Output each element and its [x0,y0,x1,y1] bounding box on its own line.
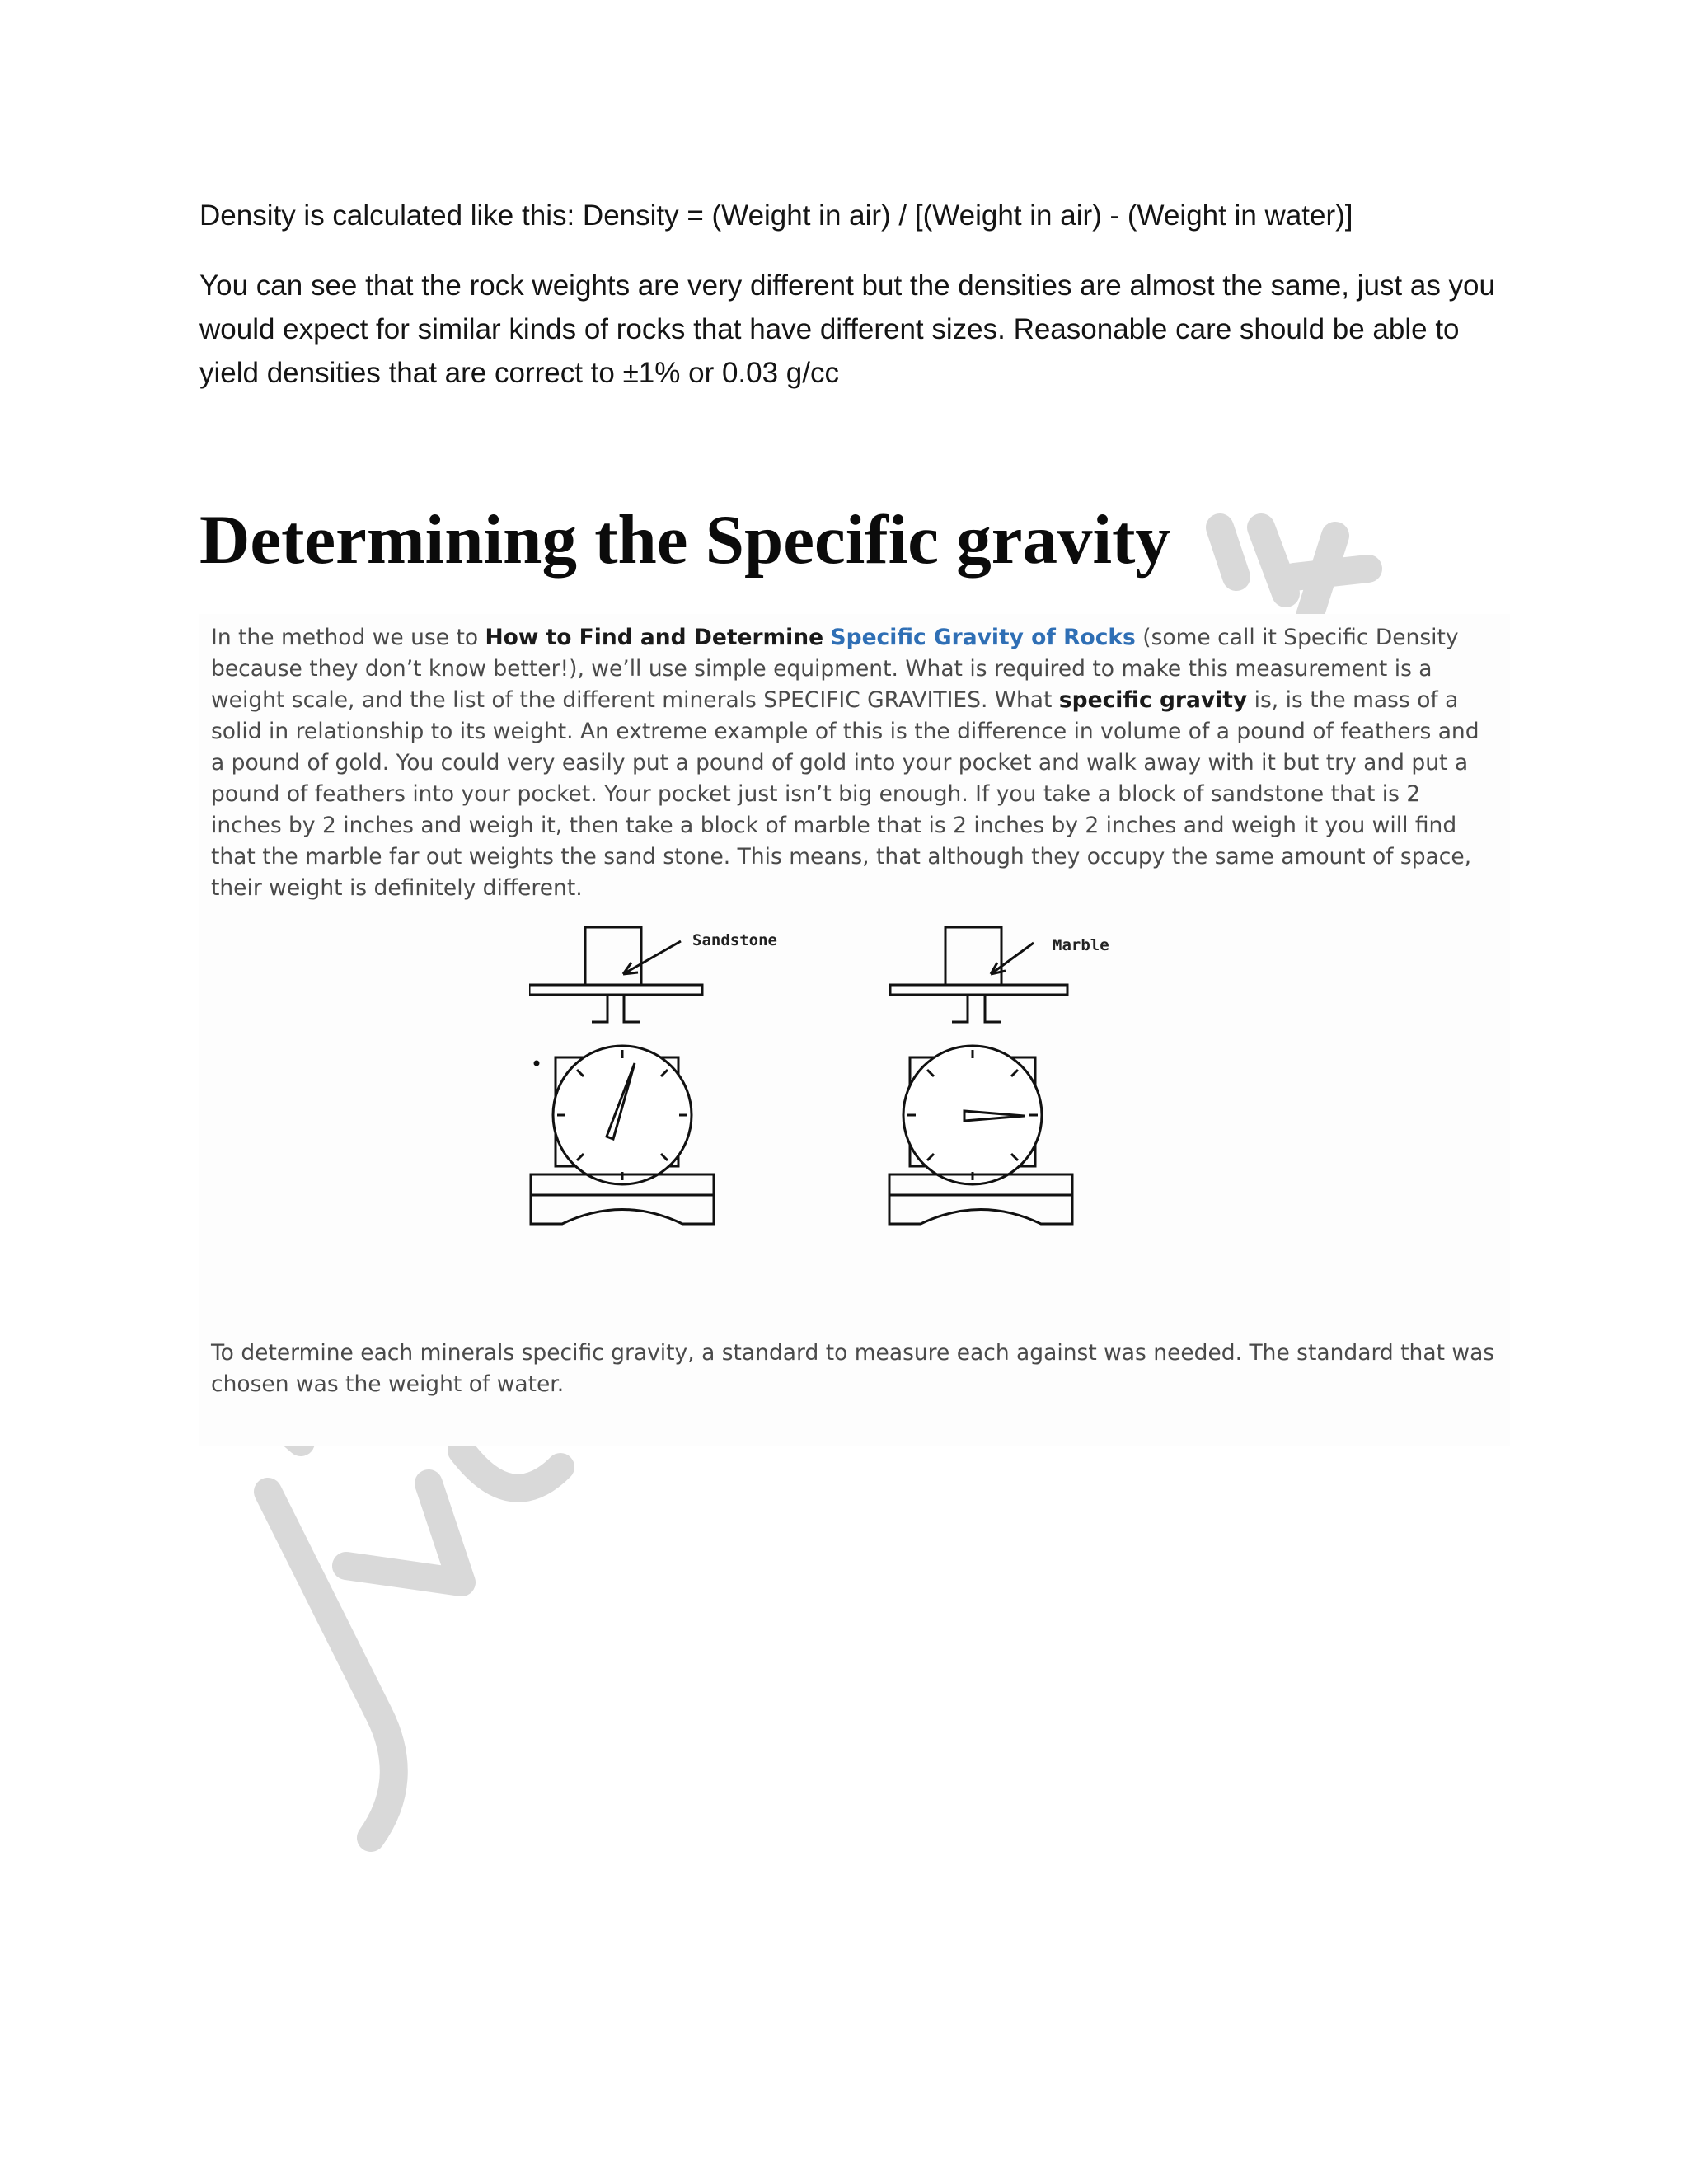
closing-paragraph: To determine each minerals specific gravity, a standard to measure each against was needed. The standard that was chosen was the weight of water. [211,1340,1495,1397]
sandstone-label: Sandstone [692,931,777,949]
intro-paragraph [211,622,1497,904]
scales-diagram [529,923,1156,1236]
sandstone-scale [529,927,714,1224]
intro-text-2: (some call it Specific Density because they don’t know better!), we’ll use simple equipment. What is required to make this measurement is a weight scale, and the list of the different minerals SPECIFIC GRAVITIES. What [211,625,1459,713]
marble-block [945,927,1001,985]
embedded-webpage-screenshot [199,614,1510,1446]
intro-text-1: In the method we use to [211,625,485,650]
intro-bold: How to Find and Determine [485,625,824,650]
density-paragraph: You can see that the rock weights are very different but the densities are almost the same, just as you would expect for similar kinds of rocks that have different sizes. Reasonable care should be able to yield densities that are correct to ±1% or 0.03 g/cc [199,269,1495,389]
specific-gravity-link[interactable]: Specific Gravity of Rocks [830,625,1136,650]
intro-bold-2: specific gravity [1058,687,1248,713]
page-heading: Determining the Specific gravity [199,501,1170,579]
marble-scale [889,927,1072,1224]
marble-label: Marble [1053,936,1109,954]
density-formula: Density is calculated like this: Density = (Weight in air) / [(Weight in air) - (Weight in water)] [199,199,1353,232]
sandstone-block [585,927,641,985]
intro-text-3: is, is the mass of a solid in relationship to its weight. An extreme example of this is the difference in volume of a pound of feathers and a pound of gold. You could very easily put a pound of gold into your pocket and walk away with it but try and put a pound of feathers into your pocket. Your pocket just isn’t big enough. If you take a block of sandstone that is 2 inches by 2 inches and weigh it, then take a block of marble that is 2 inches by 2 inches and weigh it you will find that the marble far out weights the sand stone. This means, that although they occupy the same amount of space, their weight is definitely different. [211,687,1479,901]
